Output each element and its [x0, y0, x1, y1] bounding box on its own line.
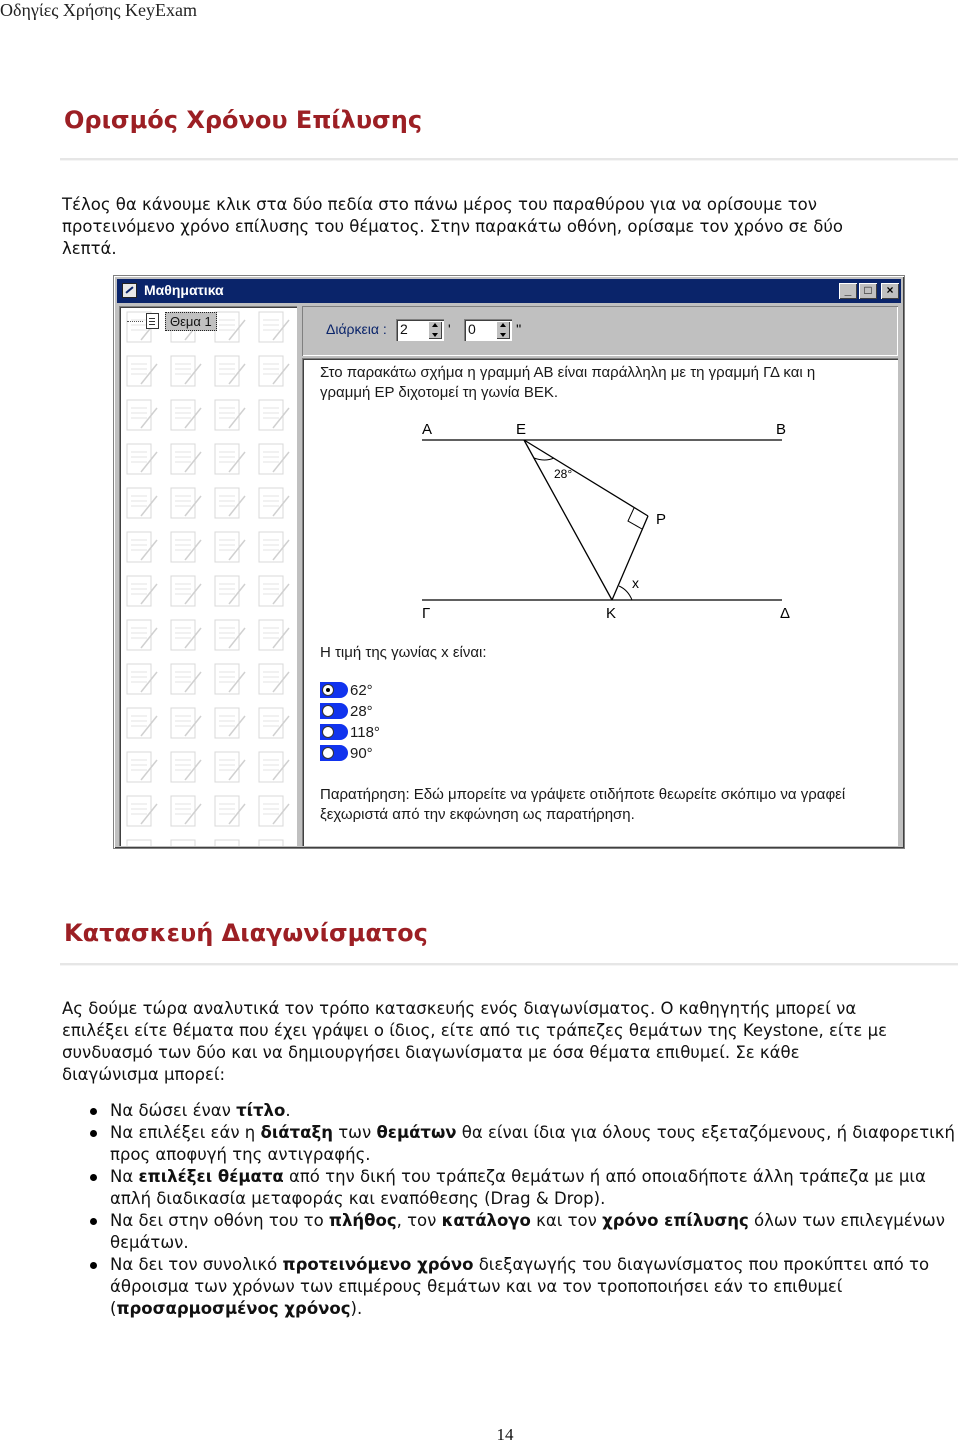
page-number: 14 [496, 1425, 514, 1444]
section-divider [60, 963, 958, 966]
label-x: x [632, 575, 639, 591]
list-item [62, 1210, 956, 1254]
option-label: 90° [350, 744, 373, 762]
text-segment: ). [350, 1299, 363, 1318]
bold-term: διάταξη [260, 1123, 333, 1142]
spinner-arrows-icon[interactable] [496, 321, 510, 339]
minutes-unit: ' [448, 321, 451, 337]
label-b: Β [776, 421, 787, 438]
bold-term: τίτλο [236, 1101, 286, 1120]
answer-option-3[interactable] [320, 722, 380, 742]
list-item [62, 1122, 956, 1166]
radio-icon[interactable] [322, 684, 334, 696]
option-label: 62° [350, 681, 373, 699]
bold-term: προσαρμοσμένος χρόνος [116, 1299, 351, 1318]
minimize-button[interactable]: _ [839, 283, 857, 299]
text-segment: . [285, 1101, 291, 1120]
geometry-figure [302, 418, 898, 618]
text-segment: Να δει στην οθόνη του το [110, 1211, 329, 1230]
note-line: Παρατήρηση: Εδώ μπορείτε να γράψετε οτιδήποτε θεωρείτε σκόπιμο να γραφεί [320, 786, 846, 803]
paragraph-line: Ας δούμε τώρα αναλυτικά τον τρόπο κατασκευής ενός διαγωνίσματος. Ο καθηγητής μπορεί να [62, 999, 857, 1018]
text-segment: διεξαγωγής του διαγωνίσματος που προκύπτει από το άθροισμα των χρόνων των επιμέρους θεμάτων και να τον τροποποιήσει εάν το επιθυμεί ( [110, 1255, 930, 1318]
section-title-exam: Κατασκευή Διαγωνίσματος [64, 919, 428, 947]
duration-toolbar [302, 306, 898, 356]
window-app-icon [122, 283, 137, 298]
bold-term: επιλέξει θέματα [138, 1167, 284, 1186]
option-label: 118° [350, 723, 380, 741]
answer-option-1[interactable] [320, 680, 373, 700]
label-g: Γ [422, 605, 431, 618]
paragraph-line: Τέλος θα κάνουμε κλικ στα δύο πεδία στο πάνω μέρος του παραθύρου για να ορίσουμε τον [62, 195, 817, 214]
section1-paragraph [62, 194, 952, 260]
window-title: Μαθηματικα [144, 282, 224, 298]
paragraph-line: διαγώνισμα μπορεί: [62, 1065, 226, 1084]
question-content [302, 358, 898, 846]
angle-arc-e [534, 458, 554, 460]
label-e: Ε [516, 421, 527, 438]
radio-icon[interactable] [322, 705, 334, 717]
answer-option-2[interactable] [320, 701, 373, 721]
list-item [62, 1100, 956, 1122]
label-d: Δ [780, 605, 791, 618]
section-title-time: Ορισμός Χρόνου Επίλυσης [64, 106, 423, 134]
app-window-screenshot [113, 275, 905, 849]
question-prompt: Η τιμή της γωνίας x είναι: [320, 644, 487, 661]
document-icon [146, 313, 159, 329]
question-line: γραμμή ΕΡ διχοτομεί τη γωνία ΒΕΚ. [320, 384, 559, 401]
bold-term: προτεινόμενο χρόνο [282, 1255, 474, 1274]
list-item [62, 1166, 956, 1210]
line-ek [524, 440, 612, 600]
paragraph-line: συνδυασμό των δύο και να δημιουργήσει διαγωνίσματα με όσα θέματα επιθυμεί. Σε κάθε [62, 1043, 800, 1062]
maximize-button[interactable]: □ [859, 283, 877, 299]
minutes-value: 2 [400, 321, 408, 337]
text-segment: των [332, 1123, 377, 1142]
text-segment: Να [110, 1167, 139, 1186]
line-pk [612, 516, 648, 600]
list-item [62, 1254, 956, 1320]
bold-term: κατάλογο [441, 1211, 531, 1230]
section-divider [60, 158, 958, 161]
note-line: ξεχωριστά από την εκφώνηση ως παρατήρηση. [320, 806, 635, 823]
question-tree-panel [119, 306, 297, 846]
spinner-arrows-icon[interactable] [428, 321, 442, 339]
option-label: 28° [350, 702, 373, 720]
label-k: Κ [606, 605, 617, 618]
text-segment: από την δική του τράπεζα θεμάτων ή από οποιαδήποτε άλλη τράπεζα με μια απλή διαδικασία μεταφοράς και εναπόθεσης (Drag & Drop). [110, 1167, 926, 1208]
tree-item-topic-1[interactable] [127, 311, 217, 331]
paragraph-line: λεπτά. [62, 239, 117, 258]
text-segment: Να δει τον συνολικό [110, 1255, 283, 1274]
seconds-value: 0 [468, 321, 476, 337]
bold-term: χρόνο επίλυσης [602, 1211, 749, 1230]
section2-paragraph [62, 998, 952, 1086]
angle-label: 28° [554, 467, 573, 481]
text-segment: όλων των επιλεγμένων θεμάτων. [110, 1211, 945, 1252]
notepad-background-pattern [119, 306, 297, 846]
seconds-spinner[interactable] [464, 319, 512, 341]
text-segment: και τον [530, 1211, 603, 1230]
tree-item-label: Θεμα 1 [165, 312, 217, 331]
duration-label: Διάρκεια : [326, 321, 387, 337]
bold-term: θεμάτων [376, 1123, 457, 1142]
seconds-unit: '' [516, 321, 522, 337]
minutes-spinner[interactable] [396, 319, 444, 341]
radio-icon[interactable] [322, 747, 334, 759]
text-segment: , τον [396, 1211, 442, 1230]
document-header: Οδηγίες Χρήσης KeyExam [0, 0, 197, 20]
label-p: Ρ [656, 511, 667, 528]
question-line: Στο παρακάτω σχήμα η γραμμή ΑΒ είναι παράλληλη με τη γραμμή ΓΔ και η [320, 364, 816, 381]
paragraph-line: επιλέξει είτε θέματα που έχει γράψει ο ίδιος, είτε από τις τράπεζες θεμάτων της Keystone, είτε με [62, 1021, 888, 1040]
text-segment: Να δώσει έναν [110, 1101, 237, 1120]
bold-term: πλήθος [328, 1211, 397, 1230]
close-button[interactable]: × [881, 283, 899, 299]
angle-arc-k [619, 586, 632, 600]
paragraph-line: προτεινόμενο χρόνο επίλυσης του θέματος. Στην παρακάτω οθόνη, ορίσαμε τον χρόνο σε δύο [62, 217, 844, 236]
window-titlebar [117, 279, 901, 303]
label-a: Α [422, 421, 433, 438]
radio-icon[interactable] [322, 726, 334, 738]
text-segment: θα είναι ίδια για όλους τους εξεταζόμενους, ή διαφορετική προς αποφυγή της αντιγραφής. [110, 1123, 955, 1164]
line-ep [524, 440, 648, 516]
capabilities-list [62, 1100, 956, 1320]
text-segment: Να επιλέξει εάν η [110, 1123, 261, 1142]
answer-option-4[interactable] [320, 743, 373, 763]
